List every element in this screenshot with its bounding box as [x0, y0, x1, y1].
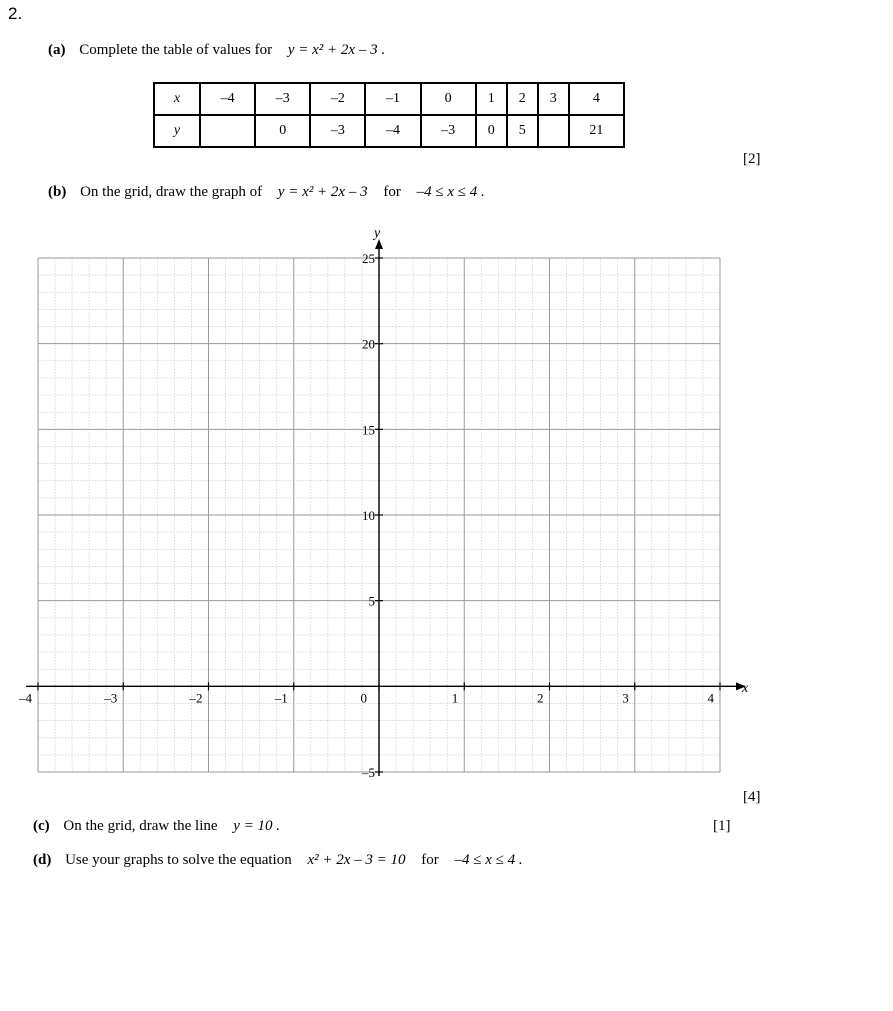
part-d-prompt	[33, 852, 523, 869]
x-tick-label: –1	[274, 690, 288, 706]
x-tick-label: 0	[360, 690, 367, 706]
y-cell: –3	[421, 115, 476, 147]
part-d-label: (d)	[33, 852, 52, 868]
part-b-range: –4 ≤ x ≤ 4 .	[416, 184, 485, 200]
y-cell: 5	[507, 115, 538, 147]
marks-a: [2]	[743, 151, 761, 167]
x-cell: 4	[569, 83, 624, 115]
marks-b: [4]	[743, 789, 761, 805]
part-d-equation: x² + 2x – 3 = 10	[307, 852, 406, 868]
part-d-for: for	[421, 852, 439, 868]
x-cell: 3	[538, 83, 569, 115]
y-tick-label: 5	[368, 593, 375, 609]
x-tick-label: –4	[19, 690, 32, 706]
question-number: 2.	[8, 4, 23, 23]
part-c-prompt	[33, 818, 280, 835]
axes	[26, 239, 746, 776]
part-b-text: On the grid, draw the graph of	[80, 184, 263, 200]
x-tick-label: 3	[622, 690, 629, 706]
marks-c: [1]	[713, 818, 731, 834]
part-c-label: (c)	[33, 818, 50, 834]
y-cell: 0	[255, 115, 310, 147]
y-axis-label: y	[374, 226, 381, 241]
part-d-text: Use your graphs to solve the equation	[65, 852, 292, 868]
part-b-equation: y = x² + 2x – 3	[277, 184, 368, 200]
x-cell: –2	[310, 83, 365, 115]
part-b-for: for	[383, 184, 401, 200]
y-tick-label: 10	[362, 508, 375, 523]
x-tick-label: –3	[104, 690, 118, 706]
x-cell: 1	[476, 83, 507, 115]
part-c-equation: y = 10 .	[233, 818, 281, 834]
x-cell: –3	[255, 83, 310, 115]
x-header: x	[154, 83, 200, 115]
part-a-text: Complete the table of values for	[79, 42, 273, 58]
x-cell: –4	[200, 83, 255, 115]
part-a-equation: y = x² + 2x – 3 .	[287, 42, 386, 58]
y-cell: –3	[310, 115, 365, 147]
x-tick-label: 1	[451, 690, 459, 706]
x-tick-label: 2	[537, 690, 544, 706]
part-b-label: (b)	[48, 184, 67, 200]
y-tick-label: 15	[362, 422, 375, 438]
x-cell: 0	[421, 83, 476, 115]
x-cell: –1	[365, 83, 420, 115]
part-d-range: –4 ≤ x ≤ 4 .	[454, 852, 523, 868]
y-header: y	[154, 115, 200, 147]
y-cell: 21	[569, 115, 624, 147]
y-cell: 0	[476, 115, 507, 147]
x-tick-label: –2	[189, 690, 203, 706]
x-tick-label: 4	[707, 690, 714, 706]
part-a-label: (a)	[48, 42, 66, 58]
y-cell: –4	[365, 115, 420, 147]
y-tick-label: 25	[362, 251, 375, 266]
part-c-text: On the grid, draw the line	[63, 818, 218, 834]
y-tick-label: 20	[362, 336, 375, 352]
x-axis-label: x	[742, 681, 749, 696]
x-cell: 2	[507, 83, 538, 115]
y-tick-label: –5	[362, 765, 375, 780]
